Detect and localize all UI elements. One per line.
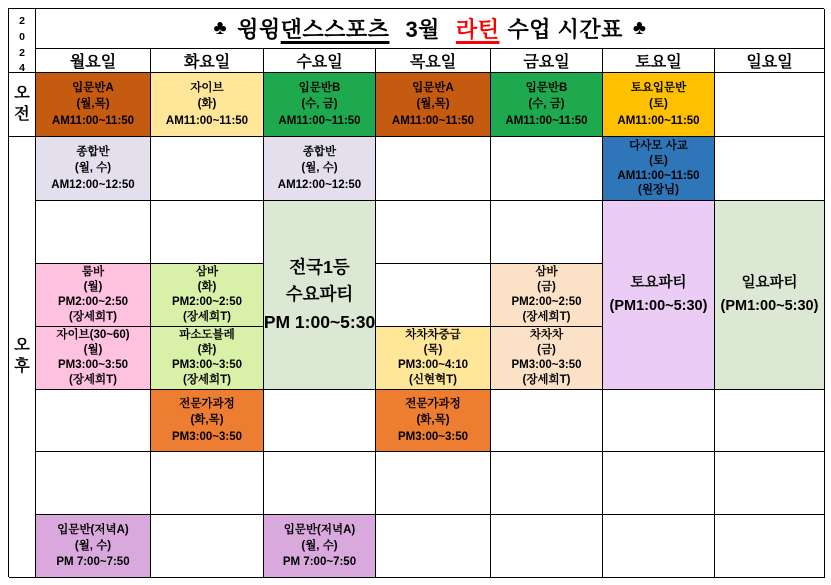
class-teacher: (장세희T) bbox=[182, 310, 231, 323]
club-icon: ♣ bbox=[632, 17, 647, 39]
class-time: AM11:00~11:50 bbox=[617, 114, 700, 127]
empty-slot bbox=[264, 452, 376, 515]
class-time: PM 7:00~7:50 bbox=[282, 556, 357, 569]
class-fri-intro-b bbox=[491, 73, 603, 137]
page-title bbox=[36, 9, 825, 49]
day-label: 일요일 bbox=[746, 54, 793, 71]
class-time: PM3:00~3:50 bbox=[511, 359, 582, 371]
class-thu-intro-a bbox=[376, 73, 491, 137]
class-mon-rumba bbox=[36, 264, 151, 327]
class-days: (월,목) bbox=[76, 98, 110, 111]
class-fri-samba bbox=[491, 264, 603, 327]
class-teacher: (신현혁T) bbox=[408, 373, 457, 386]
party-title: 토요파티 bbox=[630, 274, 687, 291]
class-teacher: (장세희T) bbox=[68, 373, 117, 386]
class-days: (화) bbox=[197, 98, 217, 111]
class-tue-pro bbox=[151, 390, 264, 452]
day-header-sunday bbox=[715, 49, 825, 73]
day-label: 수요일 bbox=[296, 54, 343, 71]
class-sat-intro bbox=[603, 73, 715, 137]
class-days: (토) bbox=[649, 154, 668, 167]
title-subject: 라틴 bbox=[455, 17, 500, 42]
party-time: (PM1:00~5:30) bbox=[609, 298, 708, 314]
class-time: PM3:00~3:50 bbox=[58, 359, 128, 371]
empty-slot bbox=[603, 452, 715, 515]
class-title: 전문가과정 bbox=[179, 398, 235, 410]
class-days: (월) bbox=[83, 281, 103, 294]
title-studio-name: 댄스스포츠 bbox=[280, 17, 390, 42]
class-title: 자이브(30~60) bbox=[56, 329, 130, 342]
empty-slot bbox=[491, 515, 603, 578]
class-title: 종합반 bbox=[76, 146, 110, 158]
class-teacher: (장세희T) bbox=[182, 373, 231, 386]
class-title: 삼바 bbox=[535, 266, 558, 279]
class-time: PM2:00~2:50 bbox=[511, 296, 582, 308]
class-mon-intro-a bbox=[36, 73, 151, 137]
empty-slot bbox=[603, 515, 715, 578]
class-time: AM12:00~12:50 bbox=[51, 178, 135, 191]
class-sun-party bbox=[715, 201, 825, 390]
empty-slot bbox=[264, 390, 376, 452]
empty-slot bbox=[715, 452, 825, 515]
empty-slot bbox=[376, 201, 491, 264]
class-title: 입문반(저녁A) bbox=[57, 523, 129, 536]
empty-slot bbox=[603, 390, 715, 452]
class-title: 차차차 bbox=[529, 329, 564, 342]
class-days: (화) bbox=[197, 281, 217, 294]
class-title: 삼바 bbox=[195, 266, 219, 279]
class-title: 종합반 bbox=[302, 146, 337, 158]
class-teacher: (장세희T) bbox=[522, 373, 571, 386]
class-title: 토요입문반 bbox=[630, 82, 687, 94]
class-fri-chacha bbox=[491, 327, 603, 390]
title-month: 3월 bbox=[405, 17, 440, 42]
club-icon: ♣ bbox=[213, 17, 228, 39]
empty-slot bbox=[376, 264, 491, 327]
class-title: 입문반A bbox=[72, 82, 114, 94]
class-time: AM11:00~11:50 bbox=[617, 169, 700, 182]
class-title: 입문반(저녁A) bbox=[283, 523, 356, 536]
class-tue-samba bbox=[151, 264, 264, 327]
class-time: AM11:00~11:50 bbox=[51, 114, 135, 127]
class-title: 파소도블레 bbox=[179, 329, 235, 342]
empty-slot bbox=[715, 73, 825, 137]
class-days: (금) bbox=[537, 344, 556, 357]
class-days: (월) bbox=[83, 344, 103, 357]
class-thu-chacha-mid bbox=[376, 327, 491, 390]
day-header-monday bbox=[36, 49, 151, 73]
year-label: 2024 bbox=[19, 15, 25, 73]
class-time: PM3:00~3:50 bbox=[398, 430, 468, 443]
day-header-wednesday bbox=[264, 49, 376, 73]
empty-slot bbox=[151, 201, 264, 264]
class-wed-evening-intro bbox=[264, 515, 376, 578]
class-days: (화,목) bbox=[190, 414, 224, 427]
empty-slot bbox=[36, 201, 151, 264]
empty-slot bbox=[491, 201, 603, 264]
class-days: (화) bbox=[197, 344, 217, 357]
class-title: 다사모 사교 bbox=[629, 139, 688, 152]
day-header-friday bbox=[491, 49, 603, 73]
class-wed-party bbox=[264, 201, 376, 390]
empty-slot bbox=[715, 137, 825, 201]
class-time: PM3:00~3:50 bbox=[172, 359, 242, 371]
class-title: 차차차중급 bbox=[405, 329, 461, 342]
class-days: (수, 금) bbox=[301, 98, 338, 111]
class-teacher: (원장님) bbox=[638, 184, 679, 197]
party-line2: 수요파티 bbox=[285, 284, 354, 305]
morning-label: 오전 bbox=[9, 73, 36, 137]
class-time: AM12:00~12:50 bbox=[277, 178, 362, 191]
class-mon-jive-pm bbox=[36, 327, 151, 390]
year-vertical bbox=[9, 9, 36, 73]
class-time: AM11:00~11:50 bbox=[165, 114, 249, 127]
class-time: PM2:00~2:50 bbox=[172, 296, 242, 308]
empty-slot bbox=[715, 515, 825, 578]
class-days: (목) bbox=[423, 344, 443, 357]
class-title: 자이브 bbox=[190, 82, 224, 94]
timetable-grid bbox=[8, 8, 824, 577]
empty-slot bbox=[491, 452, 603, 515]
class-thu-pro bbox=[376, 390, 491, 452]
class-teacher: (장세희T) bbox=[522, 310, 571, 323]
title-studio-prefix: 윙윙 bbox=[237, 17, 281, 42]
empty-slot bbox=[491, 390, 603, 452]
empty-slot bbox=[491, 137, 603, 201]
party-time: (PM1:00~5:30) bbox=[720, 298, 819, 314]
day-label: 토요일 bbox=[635, 54, 682, 71]
class-title: 전문가과정 bbox=[405, 398, 461, 410]
day-header-tuesday bbox=[151, 49, 264, 73]
empty-slot bbox=[376, 515, 491, 578]
empty-slot bbox=[36, 390, 151, 452]
party-title: 일요파티 bbox=[741, 274, 798, 291]
party-line1: 전국1등 bbox=[289, 257, 350, 278]
class-title: 입문반A bbox=[412, 82, 454, 94]
class-tue-paso bbox=[151, 327, 264, 390]
class-title: 입문반B bbox=[525, 82, 568, 94]
empty-slot bbox=[151, 515, 264, 578]
afternoon-label: 오후 bbox=[9, 137, 36, 578]
empty-slot bbox=[36, 452, 151, 515]
class-title: 룸바 bbox=[81, 266, 105, 279]
day-header-saturday bbox=[603, 49, 715, 73]
class-days: (금) bbox=[537, 281, 556, 294]
class-wed-intro-b bbox=[264, 73, 376, 137]
class-days: (월,목) bbox=[416, 98, 450, 111]
class-time: PM 7:00~7:50 bbox=[56, 556, 130, 569]
title-suffix: 수업 시간표 bbox=[507, 17, 623, 42]
class-wed-combined bbox=[264, 137, 376, 201]
day-label: 목요일 bbox=[409, 54, 457, 71]
class-time: PM3:00~4:10 bbox=[398, 359, 468, 371]
class-time: AM11:00~11:50 bbox=[278, 114, 361, 127]
class-sat-party bbox=[603, 201, 715, 390]
empty-slot bbox=[151, 137, 264, 201]
empty-slot bbox=[376, 452, 491, 515]
class-days: (월, 수) bbox=[74, 162, 112, 175]
day-label: 화요일 bbox=[183, 54, 231, 71]
party-time: PM 1:00~5:30 bbox=[264, 311, 376, 332]
class-days: (월, 수) bbox=[301, 539, 338, 552]
class-sat-social bbox=[603, 137, 715, 201]
class-days: (화,목) bbox=[416, 414, 450, 427]
class-mon-evening-intro bbox=[36, 515, 151, 578]
class-time: AM11:00~11:50 bbox=[505, 114, 588, 127]
class-teacher: (장세희T) bbox=[68, 310, 117, 323]
empty-slot bbox=[151, 452, 264, 515]
class-mon-combined bbox=[36, 137, 151, 201]
day-label: 월요일 bbox=[69, 54, 117, 71]
class-time: PM3:00~3:50 bbox=[172, 430, 242, 443]
class-days: (월, 수) bbox=[74, 539, 112, 552]
class-title: 입문반B bbox=[298, 82, 341, 94]
class-time: PM2:00~2:50 bbox=[58, 296, 128, 308]
class-days: (토) bbox=[649, 98, 668, 111]
class-days: (월, 수) bbox=[301, 162, 338, 175]
class-tue-jive-am bbox=[151, 73, 264, 137]
empty-slot bbox=[376, 137, 491, 201]
day-label: 금요일 bbox=[523, 54, 570, 71]
class-time: AM11:00~11:50 bbox=[391, 114, 475, 127]
day-header-thursday bbox=[376, 49, 491, 73]
empty-slot bbox=[715, 390, 825, 452]
class-days: (수, 금) bbox=[528, 98, 565, 111]
